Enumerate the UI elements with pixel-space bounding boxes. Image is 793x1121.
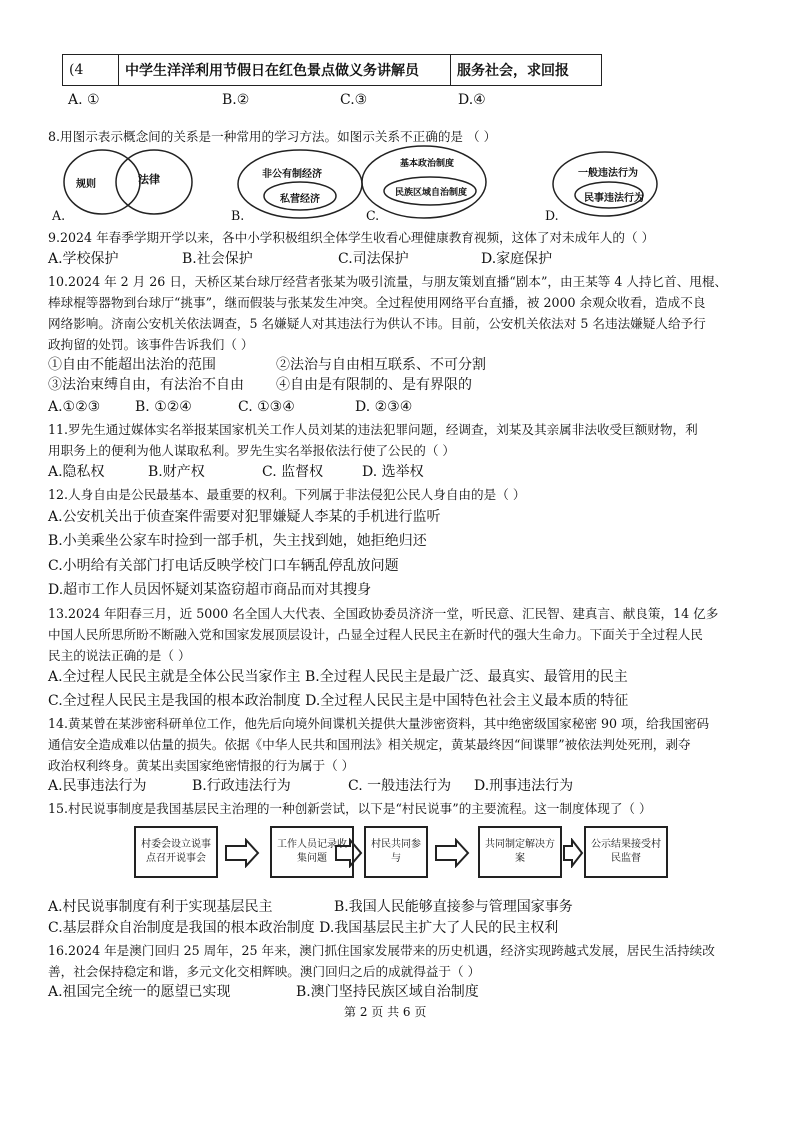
q11-line-1: 11.罗先生通过媒体实名举报某国家机关工作人员刘某的违法犯罪问题，经调查，刘某及其亲属非法收受巨额财物，利 — [48, 422, 698, 437]
q14-line-1: 14.黄某曾在某涉密科研单位工作，他先后向境外间谍机关提供大量涉密资料，其中绝密级国家秘密 90 项，给我国密码 — [48, 716, 710, 731]
q14-option-a: A.民事违法行为 — [48, 778, 147, 794]
q13-line-1: 13.2024 年阳春三月，近 5000 名全国人大代表、全国政协委员济济一堂，听民意、汇民智、建真言、献良策，14 亿多 — [48, 606, 719, 621]
table-cell-action: 中学生洋洋利用节假日在红色景点做义务讲解员 — [119, 55, 451, 85]
q8-option-b: B. — [231, 208, 245, 223]
q9-option-c: C.司法保护 — [338, 251, 409, 267]
q8-diagram-b — [238, 150, 362, 218]
q7-option-c: C.③ — [340, 92, 368, 108]
q15-option-b: B.我国人民能够直接参与管理国家事务 — [334, 899, 573, 915]
q10-option-a: A.①②③ — [48, 399, 101, 415]
q12-option-c: C.小明给有关部门打电话反映学校门口车辆乱停乱放问题 — [48, 558, 399, 574]
q14-line-3: 政治权利终身。黄某出卖国家绝密情报的行为属于（ ） — [48, 758, 355, 773]
q8-d-inner-label: 民事违法行为 — [584, 193, 644, 204]
table-cell-number: (4 — [63, 55, 119, 85]
q16-option-b: B.澳门坚持民族区域自治制度 — [296, 984, 479, 1000]
q13-line-2: 中国人民所思所盼不断融入党和国家发展顶层设计，凸显全过程人民民主在新时代的强大生命力。下面关于全过程人民 — [48, 627, 703, 642]
q15-flow-step-5: 公示结果接受村民监督 — [584, 826, 668, 878]
q7-option-a: A. ① — [68, 92, 100, 108]
q12-option-a: A.公安机关出于侦查案件需要对犯罪嫌疑人李某的手机进行监听 — [48, 509, 441, 525]
q7-option-d: D.④ — [458, 92, 486, 108]
page-footer: 第 2 页 共 6 页 — [344, 1005, 427, 1019]
q12-option-d: D.超市工作人员因怀疑刘某盗窃超市商品而对其搜身 — [48, 582, 372, 598]
q15-stem: 15.村民说事制度是我国基层民主治理的一种创新尝试，以下是“村民说事”的主要流程。这一制度体现了（ ） — [48, 801, 652, 816]
q12-option-b: B.小美乘坐公家车时捡到一部手机，失主找到她，她拒绝归还 — [48, 533, 427, 549]
q8-stem: 8.用图示表示概念间的关系是一种常用的学习方法。如图示关系不正确的是 （ ） — [48, 129, 497, 144]
q13-option-ab: A.全过程人民民主就是全体公民当家作主 B.全过程人民民主是最广泛、最真实、最管用的民主 — [48, 669, 628, 685]
arrow-right-icon — [564, 840, 582, 866]
table-cell-evaluation: 服务社会，求回报 — [457, 63, 569, 79]
q9-stem: 9.2024 年春季学期开学以来，各中小学积极组织全体学生收看心理健康教育视频，这体了对未成年人的（ ） — [48, 230, 655, 245]
q15-flow-step-4: 共同制定解决方案 — [478, 826, 562, 878]
q10-item-3: ③法治束缚自由，有法治不自由 — [48, 377, 244, 393]
q8-diagram-d — [553, 152, 657, 216]
q15-flow-step-2: 工作人员记录收集问题 — [270, 826, 354, 878]
arrow-right-icon — [226, 840, 258, 866]
q8-a-left-label: 规则 — [76, 179, 96, 190]
q8-option-a: A. — [52, 208, 66, 223]
q12-stem: 12.人身自由是公民最基本、最重要的权利。下列属于非法侵犯公民人身自由的是（ ） — [48, 487, 526, 502]
q16-line-2: 善，社会保持稳定和谐，多元文化交相辉映。澳门回归之后的成就得益于（ ） — [48, 964, 481, 979]
q10-option-c: C. ①③④ — [238, 399, 295, 415]
q10-line-4: 政拘留的处罚。该事件告诉我们（ ） — [48, 337, 254, 352]
q10-item-2: ②法治与自由相互联系、不可分割 — [276, 357, 486, 373]
q14-option-c: C. 一般违法行为 — [348, 778, 452, 794]
q8-option-d: D. — [545, 208, 559, 223]
q8-c-outer-label: 基本政治制度 — [400, 159, 455, 169]
q10-item-1: ①自由不能超出法治的范围 — [48, 357, 216, 373]
arrow-right-icon — [336, 840, 361, 866]
q11-option-b: B.财产权 — [148, 464, 205, 480]
q10-line-2: 棒球棍等器物到台球厅“挑事”，继而假装与张某发生冲突。全过程使用网络平台直播，被 2000 余观众收看，造成不良 — [48, 295, 706, 310]
q15-flow-step-3: 村民共同参与 — [364, 826, 428, 878]
q10-item-4: ④自由是有限制的、是有界限的 — [276, 377, 472, 393]
q9-option-b: B.社会保护 — [182, 251, 253, 267]
q11-option-d: D. 选举权 — [362, 464, 424, 480]
q10-option-d: D. ②③④ — [355, 399, 413, 415]
q9-option-d: D.家庭保护 — [481, 251, 553, 267]
q16-option-a: A.祖国完全统一的愿望已实现 — [48, 984, 231, 1000]
q8-d-outer-label: 一般违法行为 — [578, 168, 638, 179]
q8-b-outer-label: 非公有制经济 — [262, 169, 322, 180]
q14-option-b: B.行政违法行为 — [192, 778, 291, 794]
q11-option-a: A.隐私权 — [48, 464, 105, 480]
q15-option-cd: C.基层群众自治制度是我国的根本政治制度 D.我国基层民主扩大了人民的民主权利 — [48, 920, 559, 936]
q14-line-2: 通信安全造成难以估量的损失。依据《中华人民共和国刑法》相关规定，黄某最终因“间谍罪”被依法判处死刑，剥夺 — [48, 737, 691, 752]
q8-option-c: C. — [366, 208, 380, 223]
q13-option-cd: C.全过程人民民主是我国的根本政治制度 D.全过程人民民主是中国特色社会主义最本质的特征 — [48, 693, 629, 709]
q15-flow-step-1: 村委会设立说事点召开说事会 — [134, 826, 218, 878]
q10-option-b: B. ①②④ — [135, 399, 192, 415]
q8-a-right-label: 法律 — [138, 173, 160, 186]
q10-line-1: 10.2024 年 2 月 26 日，天桥区某台球厅经营者张某为吸引流量，与朋友策划直播“剧本”，由王某等 4 人持匕首、甩棍、 — [48, 274, 728, 289]
q7-option-b: B.② — [222, 92, 250, 108]
q14-option-d: D.刑事违法行为 — [474, 778, 574, 794]
q9-option-a: A.学校保护 — [48, 251, 119, 267]
q13-line-3: 民主的说法正确的是（ ） — [48, 648, 191, 663]
q11-line-2: 用职务上的便利为他人谋取私利。罗先生实名举报依法行使了公民的（ ） — [48, 443, 456, 458]
q10-line-3: 网络影响。济南公安机关依法调查，5 名嫌疑人对其违法行为供认不讳。目前，公安机关依法对 5 名违法嫌疑人给予行 — [48, 316, 706, 331]
q15-option-a: A.村民说事制度有利于实现基层民主 — [48, 899, 273, 915]
q8-c-inner-label: 民族区域自治制度 — [395, 188, 468, 198]
q8-b-inner-label: 私营经济 — [280, 194, 320, 205]
q15-flow-arrows — [0, 838, 793, 868]
answer-table-row — [62, 54, 602, 86]
q16-line-1: 16.2024 年是澳门回归 25 周年，25 年来，澳门抓住国家发展带来的历史机遇，经济实现跨越式发展，居民生活持续改 — [48, 943, 715, 958]
arrow-right-icon — [436, 840, 468, 866]
q11-option-c: C. 监督权 — [262, 464, 324, 480]
